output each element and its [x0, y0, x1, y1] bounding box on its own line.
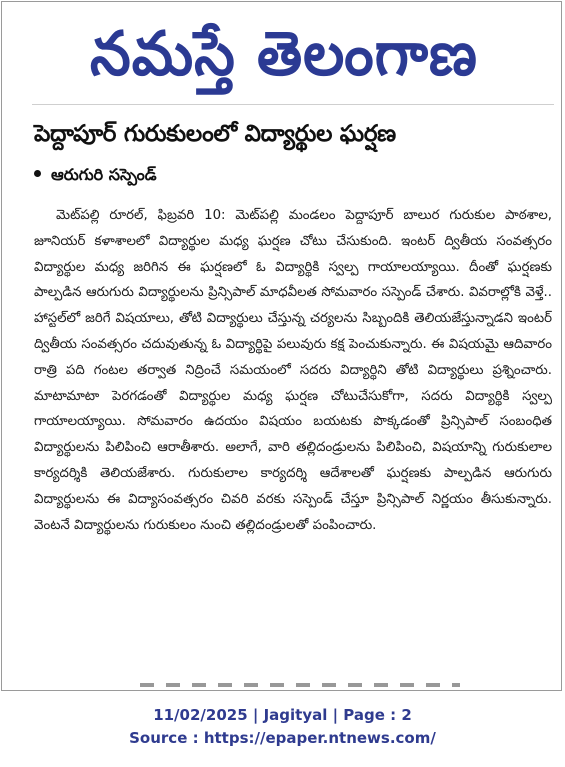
article-subhead	[34, 164, 157, 186]
masthead-divider	[32, 104, 554, 105]
article-headline: పెద్దాపూర్ గురుకులంలో విద్యార్థుల ఘర్షణ	[34, 121, 396, 147]
article-paragraph: మెట్‌పల్లి రూరల్, ఫిబ్రవరి 10: మెట్‌పల్లి మండలం పెద్దాపూర్ బాలుర గురుకుల పాఠశాల, జూనియర్ కళాశాలలో విద్యార్థుల మధ్య ఘర్షణ చోటు చేసుకుంది. ఇంటర్ ద్వితీయ సంవత్సరం విద్యార్థుల మధ్య జరిగిన ఈ ఘర్షణలో ఓ విద్యార్థికి స్వల్ప గాయాలయ్యాయి. దీంతో ఘర్షణకు పాల్పడిన ఆరుగురు విద్యార్థులను ప్రిన్సిపాల్ మాధవీలత సోమవారం సస్పెండ్ చేశారు. వివరాల్లోకి వెళ్తే.. హాస్టల్‌లో జరిగే విషయాలు, తోటి విద్యార్థులు చేస్తున్న చర్యలను సిబ్బందికి తెలియజేస్తున్నాడని ఇంటర్ ద్వితీయ సంవత్సరం చదువుతున్న ఓ విద్యార్థిపై పలువురు కక్ష పెంచుకున్నారు. ఈ విషయమై ఆదివారం రాత్రి పది గంటల తర్వాత నిద్రించే సమయంలో సదరు విద్యార్థిని తోటి విద్యార్థులు ప్రశ్నించారు. మాటామాటా పెరగడంతో విద్యార్థుల మధ్య ఘర్షణ చోటుచేసుకోగా, సదరు విద్యార్థికి స్వల్ప గాయాలయ్యాయి. సోమవారం ఉదయం విషయం బయటకు పొక్కడంతో ప్రిన్సిపాల్ సంబంధిత విద్యార్థులను పిలిపించి ఆరాతీశారు. అలాగే, వారి తల్లిదండ్రులను పిలిపించి, విషయాన్ని గురుకులాల కార్యదర్శికి తెలియజేశారు. గురుకులాల కార్యదర్శి ఆదేశాలతో ఘర్షణకు పాల్పడిన ఆరుగురు విద్యార్థులను ఈ విద్యాసంవత్సరం చివరి వరకు సస్పెండ్ చేస్తూ ప్రిన్సిపాల్ నిర్ణయం తీసుకున్నారు. వెంటనే విద్యార్థులను గురుకులం నుంచి తల్లిదండ్రులతో పంపించారు.	[34, 208, 552, 533]
subhead-text: ఆరుగురి సస్పెండ్	[51, 165, 157, 184]
clipping-cut-line	[140, 683, 460, 687]
bullet-icon	[34, 170, 41, 177]
footer-source-link[interactable]: Source : https://epaper.ntnews.com/	[129, 729, 436, 747]
newspaper-masthead: నమస్తే తెలంగాణ	[90, 17, 478, 89]
article-body	[34, 203, 552, 538]
footer-date-edition-page: 11/02/2025 | Jagityal | Page : 2	[153, 706, 412, 724]
